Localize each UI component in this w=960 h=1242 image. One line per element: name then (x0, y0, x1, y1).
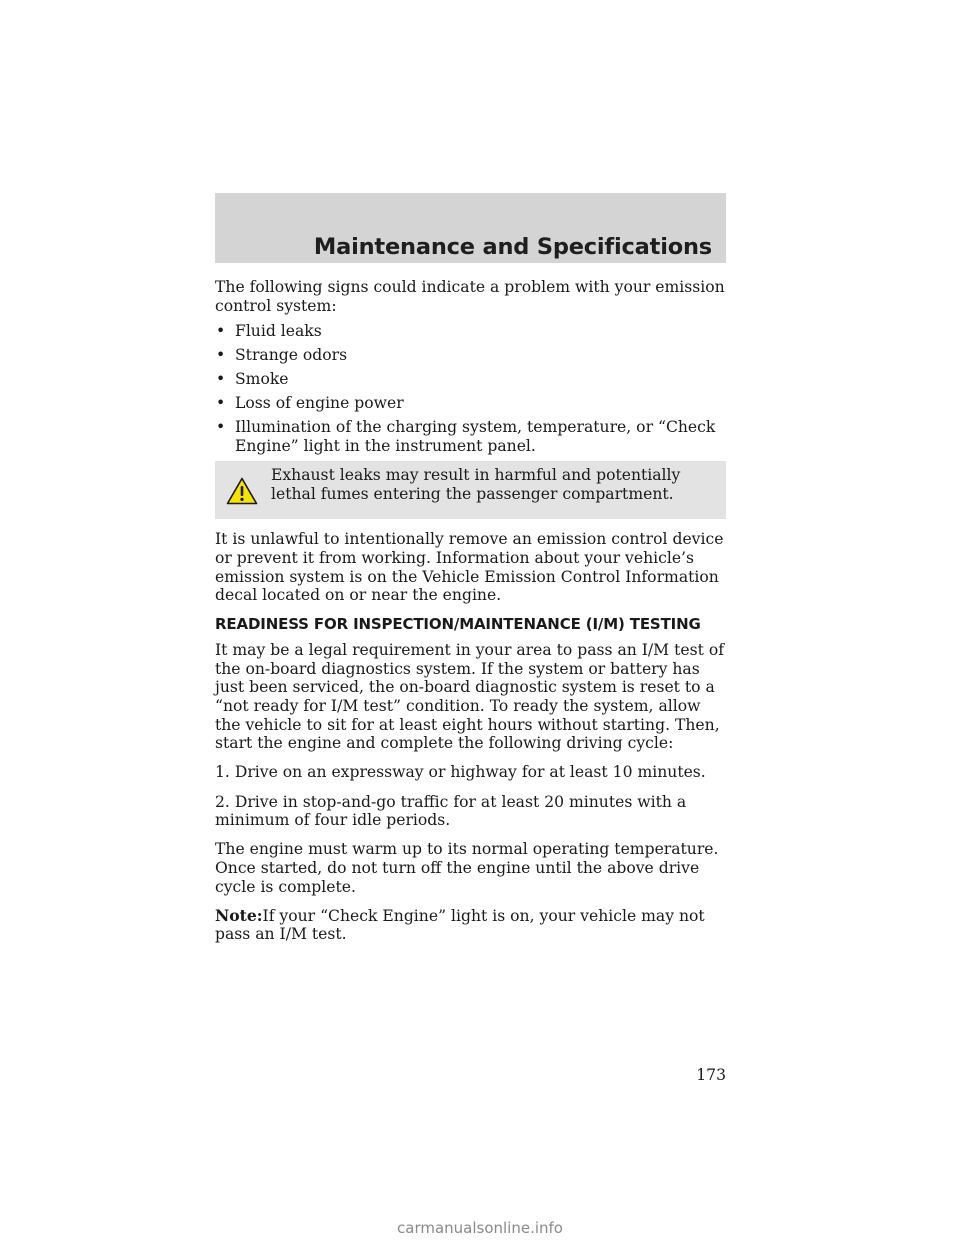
drive-step-2: 2. Drive in stop-and-go traffic for at least 20 minutes with a minimum of four idle periods. (215, 792, 687, 830)
note-paragraph (215, 907, 726, 944)
list-item: • Smoke (215, 370, 726, 389)
warning-callout (215, 461, 726, 519)
intro-paragraph: The following signs could indicate a problem with your emission control system: (215, 278, 725, 315)
note-text: If your “Check Engine” light is on, your vehicle may not pass an I/M test. (215, 906, 705, 944)
readiness-paragraph: It may be a legal requirement in your area to pass an I/M test of the on-board diagnostics system. If the system or battery has just been serviced, the on-board diagnostic system is reset to a “not ready for I/M test” condition. To ready the system, allow the vehicle to sit for at least eight hours without starting. Then, start the engine and complete the following driving cycle: (215, 641, 724, 753)
page-content (215, 278, 726, 955)
page-number: 173 (696, 1066, 726, 1084)
list-item: • Fluid leaks (215, 322, 726, 341)
unlawful-paragraph: It is unlawful to intentionally remove an emission control device or prevent it from working. Information about your vehicle’s emission system is on the Vehicle Emission Control Information decal located on or near the engine. (215, 530, 724, 605)
warning-text: Exhaust leaks may result in harmful and potentially lethal fumes entering the passenger compartment. (271, 466, 681, 503)
warning-triangle-icon (226, 477, 258, 505)
note-label: Note: (215, 905, 263, 925)
drive-step-1: 1. Drive on an expressway or highway for at least 10 minutes. (215, 763, 706, 782)
watermark-link[interactable]: carmanualsonline.info (397, 1219, 563, 1237)
readiness-heading: READINESS FOR INSPECTION/MAINTENANCE (I/M) TESTING (215, 615, 701, 634)
list-item: • Illumination of the charging system, temperature, or “Check Engine” light in the instrument panel. (215, 418, 726, 455)
list-item: • Loss of engine power (215, 394, 726, 413)
section-header-band (215, 193, 726, 263)
list-item: • Strange odors (215, 346, 726, 365)
section-title: Maintenance and Specifications (313, 234, 712, 260)
warmup-paragraph: The engine must warm up to its normal operating temperature. Once started, do not turn off the engine until the above drive cycle is complete. (215, 840, 719, 896)
warning-signs-list (215, 322, 726, 455)
